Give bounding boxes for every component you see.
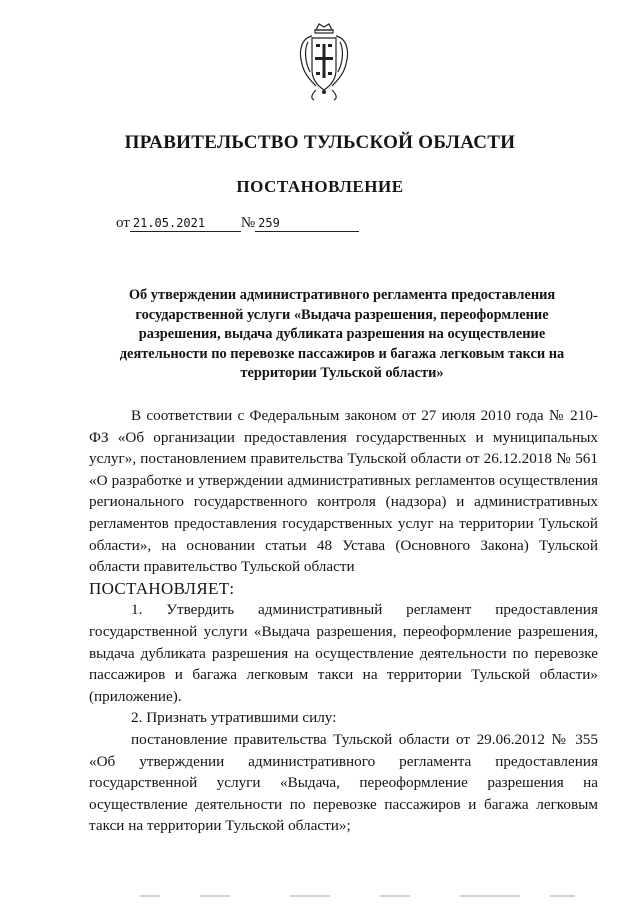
date-prefix: от — [116, 215, 130, 231]
item-1-paragraph: 1. Утвердить административный регламент предоставления государственной услуги «Выдача разрешения, переоформление разрешения, выдача дубликата разрешения на осуществление деятельности по перевозке пассажиров и багажа легковым такси на территории Тульской области» (приложение). — [89, 601, 598, 705]
document-date: 21.05.2021 — [130, 216, 241, 232]
document-body — [89, 405, 598, 837]
item-2-paragraph: 2. Признать утратившими силу: — [131, 709, 337, 727]
number-sign: № — [240, 215, 256, 231]
document-number: 259 — [255, 216, 359, 232]
document-subject: Об утверждении административного регламента предоставления государственной услуги «Выдача разрешения, переоформление разрешения, выдача дубликата разрешения на осуществление деятельности по перевозке пассажиров и багажа легковым такси на территории Тульской области» — [119, 287, 565, 381]
item-2a-paragraph: постановление правительства Тульской области от 29.06.2012 № 355 «Об утверждении административного регламента предоставления государственной услуги «Выдача, переоформление разрешения на осуществление деятельности по перевозке пассажиров и багажа легковым такси на территории Тульской области»; — [89, 730, 598, 835]
scan-edge-marks — [140, 893, 580, 899]
organization-title: ПРАВИТЕЛЬСТВО ТУЛЬСКОЙ ОБЛАСТИ — [124, 132, 516, 153]
preamble-paragraph: В соответствии с Федеральным законом от 27 июля 2010 года № 210-ФЗ «Об организации предоставления государственных и муниципальных услуг», постановлением правительства Тульской области от 26.12.2018 № 561 «О разработке и утверждении административных регламентов осуществления регионального государственного контроля (надзора) и административных регламентов предоставления государственных услуг на территории Тульской области», на основании статьи 48 Устава (Основного Закона) Тульской области правительство Тульской области — [89, 407, 598, 576]
coat-of-arms-icon — [294, 20, 354, 102]
resolves-heading: ПОСТАНОВЛЯЕТ: — [89, 578, 235, 598]
document-type: ПОСТАНОВЛЕНИЕ — [236, 177, 404, 196]
dateline — [116, 215, 359, 232]
